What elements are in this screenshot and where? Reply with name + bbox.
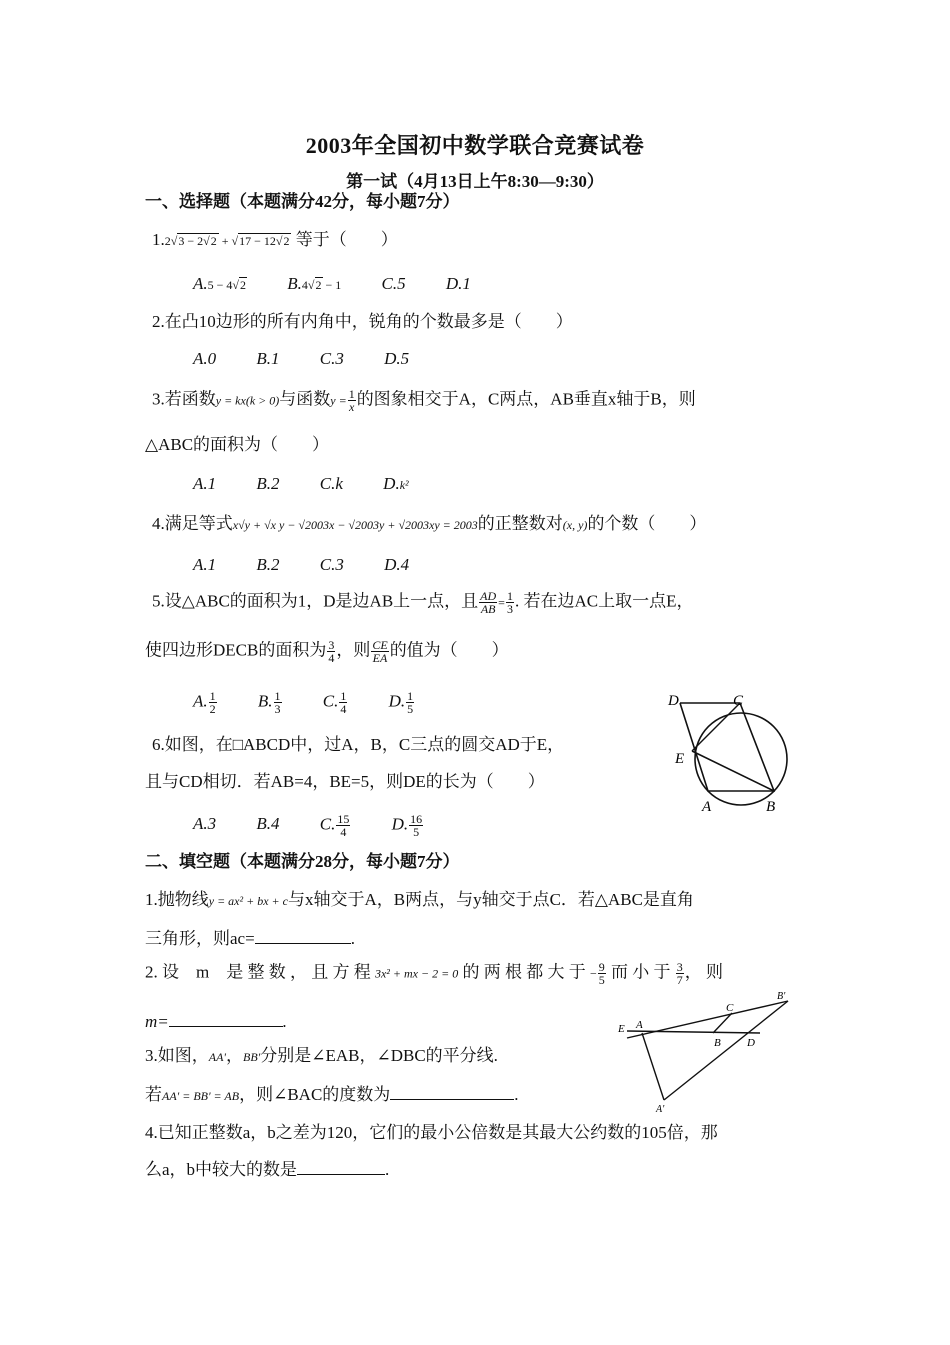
options-1-6	[193, 813, 424, 838]
segment-aa-prime	[642, 1033, 664, 1100]
question-2-4: 4.已知正整数a，b之差为120，它们的最小公倍数是其最大公约数的105倍，那	[145, 1123, 718, 1142]
options-1-1	[193, 273, 471, 296]
label-a-prime: A'	[656, 1104, 665, 1115]
question-2-1: 1.抛物线y = ax² + bx + c与x轴交于A，B两点，与y轴交于点C．若△ABC是直角	[145, 890, 694, 909]
question-1-2: 2.在凸10边形的所有内角中，锐角的个数最多是（ ）	[152, 312, 573, 331]
question-1-1: 1.2√3 − 2√2 + √17 − 12√2 等于（ ）	[152, 230, 398, 249]
label-d: D	[747, 1037, 755, 1049]
option-a: A.1	[193, 474, 217, 493]
options-1-4	[193, 554, 409, 576]
function-2: y =	[330, 393, 347, 408]
label-b-prime: B'	[777, 991, 786, 1002]
option-b: B. $\frac{1}{3}$	[257, 689, 281, 716]
option-c: C. $\frac{1}{4}$	[322, 689, 347, 716]
page-title: 2003年全国初中数学联合竞赛试卷	[305, 133, 645, 158]
question-1-3-line2: △ABC的面积为（ ）	[145, 435, 330, 454]
question-2-2-line2: m= .	[145, 1012, 287, 1031]
option-b: B.2	[256, 555, 280, 574]
option-a: A.5 − 4√2	[193, 274, 247, 293]
section1-heading: 一、选择题（本题满分42分，每小题7分）	[145, 192, 460, 211]
option-c: C.k	[319, 474, 343, 493]
answer-blank[interactable]	[255, 927, 351, 944]
option-a: A.0	[193, 349, 217, 368]
answer-blank[interactable]	[390, 1083, 514, 1100]
question-2-2: 2. 设 m 是 整 数 ， 且 方 程 3x² + mx − 2 = 0 的 两 根 都 大 于 − $\frac{9}{5}$ 而 小 于 $\frac{3}{7}$ ， 则	[145, 960, 723, 987]
option-c: C.5	[381, 274, 406, 293]
expr-coefficient: 2	[164, 234, 171, 248]
option-a: A.3	[193, 814, 217, 834]
options-1-2	[193, 348, 409, 370]
section2-heading: 二、填空题（本题满分28分，每小题7分）	[145, 852, 460, 871]
question-2-4-line2: 么a，b中较大的数是 .	[145, 1160, 390, 1179]
option-d: D.1	[445, 274, 471, 293]
question-1-5: 5.设△ABC的面积为1，D是边AB上一点，且 $\frac{AD}{AB}$ = $\frac{1}{3}$ . 若在边AC上取一点E，	[152, 589, 694, 616]
answer-blank[interactable]	[297, 1158, 385, 1175]
option-d: D. $\frac{16}{5}$	[391, 812, 423, 839]
question-number: 1.	[152, 230, 165, 249]
label-d: D	[668, 693, 679, 709]
option-d: D. $\frac{1}{5}$	[388, 689, 414, 716]
options-1-5	[193, 690, 415, 715]
label-a: A	[702, 799, 712, 815]
option-d: D.k²	[383, 474, 409, 493]
options-1-3	[193, 473, 409, 496]
option-b: B.2	[256, 474, 280, 493]
question-2-3-line2: 若AA' = BB' = AB，则∠BAC的度数为 .	[145, 1085, 519, 1104]
option-c: C.3	[319, 555, 344, 574]
question-1-6: 6.如图，在□ABCD中，过A，B，C三点的圆交AD于E，	[152, 735, 565, 754]
option-b: B.4	[256, 814, 280, 834]
label-e: E	[618, 1023, 625, 1035]
equation: x√y + √x y − √2003x − √2003y + √2003xy = 2003	[232, 518, 478, 532]
label-c: C	[733, 693, 744, 709]
option-b: B.4√2 − 1	[287, 274, 342, 293]
option-a: A.1	[193, 555, 217, 574]
function-1: y = kx(k > 0)	[215, 393, 280, 408]
answer-blank[interactable]	[169, 1010, 283, 1027]
question-2-3: 3.如图，AA'，BB'分别是∠EAB，∠DBC的平分线.	[145, 1046, 498, 1065]
option-c: C.3	[319, 349, 344, 368]
integer-pair: (x, y)	[562, 518, 588, 532]
radicand-1: 3 − 2	[178, 234, 204, 248]
question-text: 等于（ ）	[291, 230, 398, 249]
question-1-4: 4.满足等式x√y + √x y − √2003x − √2003y + √2003xy = 2003的正整数对(x, y)的个数（ ）	[152, 514, 707, 533]
radicand-2: 17 − 12	[239, 234, 276, 248]
question-2-1-line2: 三角形，则ac= .	[145, 929, 355, 948]
option-c: C. $\frac{15}{4}$	[319, 812, 350, 839]
question-1-5-line2: 使四边形DECB的面积为 $\frac{3}{4}$ ，则 $\frac{CE}{EA}$ 的值为（ ）	[145, 638, 509, 665]
option-b: B.1	[256, 349, 280, 368]
label-b: B	[766, 799, 776, 815]
label-a: A	[636, 1019, 643, 1031]
radicand-2-inner: 2	[283, 234, 290, 248]
parabola-equation: y = ax² + bx + c	[208, 894, 288, 908]
plus-sign: +	[218, 234, 232, 248]
label-e: E	[675, 751, 685, 767]
quadratic-equation: 3x² + mx − 2 = 0	[374, 966, 459, 981]
label-b: B	[714, 1037, 721, 1049]
question-1-3: 3.若函数y = kx(k > 0)与函数y = $\frac{1}{x}$ 的图象相交于A，C两点，AB垂直x轴于B，则	[152, 387, 696, 414]
radicand-1-inner: 2	[210, 234, 217, 248]
figure-angle-bisectors	[610, 988, 800, 1118]
option-d: D.5	[384, 349, 410, 368]
question-1-6-line2: 且与CD相切．若AB=4，BE=5，则DE的长为（ ）	[145, 772, 545, 791]
page-subtitle: 第一试（4月13日上午8:30—9:30）	[346, 172, 604, 191]
segment-ec	[692, 703, 740, 751]
figure-parallelogram-circle	[660, 688, 800, 818]
label-c: C	[726, 1002, 734, 1014]
option-a: A. $\frac{1}{2}$	[193, 689, 216, 716]
option-d: D.4	[384, 555, 410, 574]
